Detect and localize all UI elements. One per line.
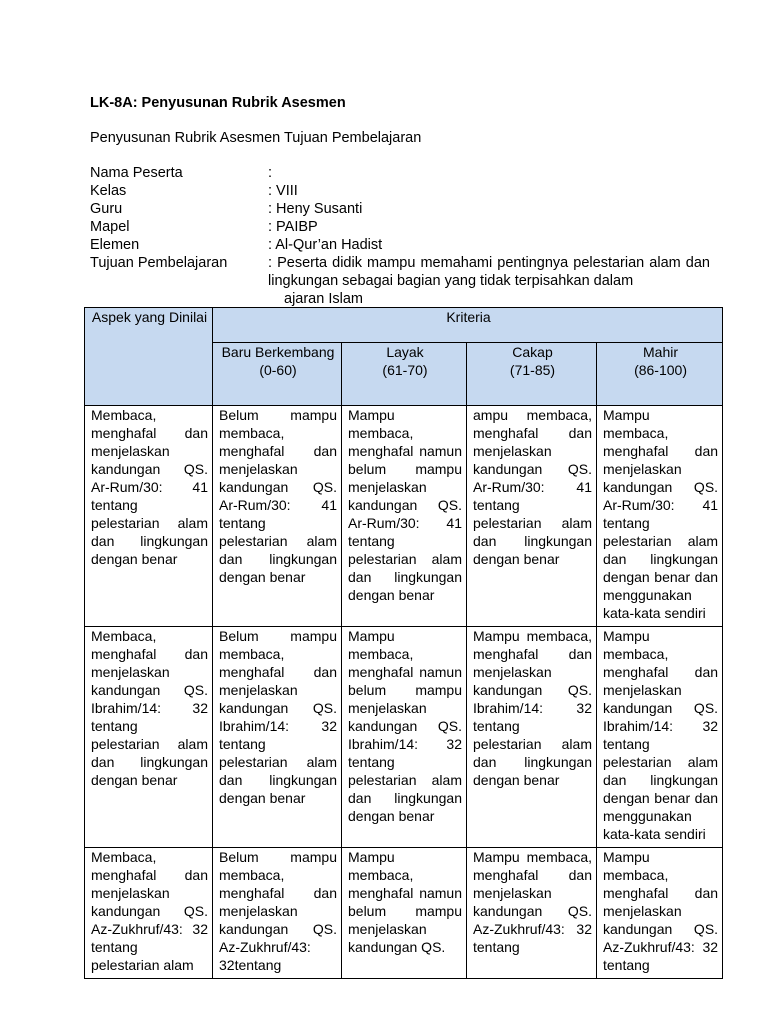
info-label: Tujuan Pembelajaran [90, 255, 228, 271]
aspect-header: Aspek yang Dinilai [85, 308, 213, 406]
level-range: (71-85) [509, 362, 556, 378]
info-label: Mapel [90, 219, 130, 235]
info-label: Kelas [90, 183, 127, 199]
table-row [85, 406, 723, 627]
tujuan-text-continued: ajaran Islam [284, 291, 363, 307]
document-subtitle: Penyusunan Rubrik Asesmen Tujuan Pembelajaran [90, 130, 422, 146]
level-header [213, 343, 342, 406]
criteria-cell: Belum mampu membaca, menghafal dan menjelaskan kandungan QS. Ibrahim/14: 32 tentang pelestarian alam dan lingkungan dengan benar [213, 627, 342, 848]
info-label: Elemen [90, 237, 140, 253]
info-label: Guru [90, 201, 123, 217]
criteria-cell: Mampu membaca, menghafal namun belum mampu menjelaskan kandungan QS. Ibrahim/14: 32 tentang pelestarian alam dan lingkungan dengan benar [342, 627, 467, 848]
info-row-mapel [90, 218, 710, 236]
level-range: (0-60) [259, 362, 297, 378]
aspect-cell: Membaca, menghafal dan menjelaskan kandungan QS. Az-Zukhruf/43: 32 tentang pelestarian alam [85, 848, 213, 979]
criteria-cell: Mampu membaca, menghafal dan menjelaskan kandungan QS. Ibrahim/14: 32 tentang pelestarian alam dan lingkungan dengan benar [467, 627, 597, 848]
document-title: LK-8A: Penyusunan Rubrik Asesmen [90, 95, 346, 111]
criteria-cell: Belum mampu membaca, menghafal dan menjelaskan kandungan QS. Ar-Rum/30: 41 tentang pelestarian alam dan lingkungan dengan benar [213, 406, 342, 627]
level-header [342, 343, 467, 406]
level-range: (61-70) [382, 362, 428, 378]
aspect-cell: Membaca, menghafal dan menjelaskan kandungan QS. Ibrahim/14: 32 tentang pelestarian alam dan lingkungan dengan benar [85, 627, 213, 848]
info-block [90, 164, 710, 308]
level-name: Cakap [512, 344, 553, 360]
criteria-cell: Mampu membaca, menghafal dan menjelaskan kandungan QS. Ibrahim/14: 32 tentang pelestarian alam dan lingkungan dengan benar dan menggunakan kata-kata sendiri [597, 627, 723, 848]
criteria-cell: Mampu membaca, menghafal dan menjelaskan kandungan QS. Az-Zukhruf/43: 32 tentang [597, 848, 723, 979]
aspect-cell: Membaca, menghafal dan menjelaskan kandungan QS. Ar-Rum/30: 41 tentang pelestarian alam dan lingkungan dengan benar [85, 406, 213, 627]
level-range: (86-100) [634, 362, 687, 378]
criteria-cell: Mampu membaca, menghafal dan menjelaskan kandungan QS. Ar-Rum/30: 41 tentang pelestarian alam dan lingkungan dengan benar dan menggunakan kata-kata sendiri [597, 406, 723, 627]
info-row-guru [90, 200, 710, 218]
header-row [85, 308, 723, 343]
level-name: Layak [386, 344, 424, 360]
info-row-elemen [90, 236, 710, 254]
criteria-cell: Mampu membaca, menghafal namun belum mampu menjelaskan kandungan QS. Ar-Rum/30: 41 tentang pelestarian alam dan lingkungan dengan benar [342, 406, 467, 627]
info-row-tujuan [90, 254, 710, 308]
info-value: : VIII [268, 183, 298, 199]
criteria-cell: Mampu membaca, menghafal dan menjelaskan kandungan QS. Az-Zukhruf/43: 32 tentang [467, 848, 597, 979]
info-value [268, 254, 710, 308]
info-label: Nama Peserta [90, 165, 183, 181]
info-row-kelas [90, 182, 710, 200]
criteria-cell: ampu membaca, menghafal dan menjelaskan kandungan QS. Ar-Rum/30: 41 tentang pelestarian alam dan lingkungan dengan benar [467, 406, 597, 627]
criteria-header: Kriteria [213, 308, 723, 343]
level-name: Baru Berkembang [221, 344, 335, 360]
info-value: : Heny Susanti [268, 201, 363, 217]
table-row [85, 627, 723, 848]
tujuan-text: : Peserta didik mampu memahami pentingnya pelestarian alam dan lingkungan sebagai bagian yang tidak terpisahkan dalam [268, 255, 710, 289]
info-value: : Al-Qur’an Hadist [268, 237, 383, 253]
level-header [597, 343, 723, 406]
table-row [85, 848, 723, 979]
rubric-table [84, 307, 723, 979]
criteria-cell: Mampu membaca, menghafal namun belum mampu menjelaskan kandungan QS. [342, 848, 467, 979]
info-value: : PAIBP [268, 219, 318, 235]
info-row-nama [90, 164, 710, 182]
level-header [467, 343, 597, 406]
criteria-cell: Belum mampu membaca, menghafal dan menjelaskan kandungan QS. Az-Zukhruf/43: 32tentang [213, 848, 342, 979]
level-name: Mahir [643, 344, 679, 360]
info-value: : [268, 165, 273, 181]
